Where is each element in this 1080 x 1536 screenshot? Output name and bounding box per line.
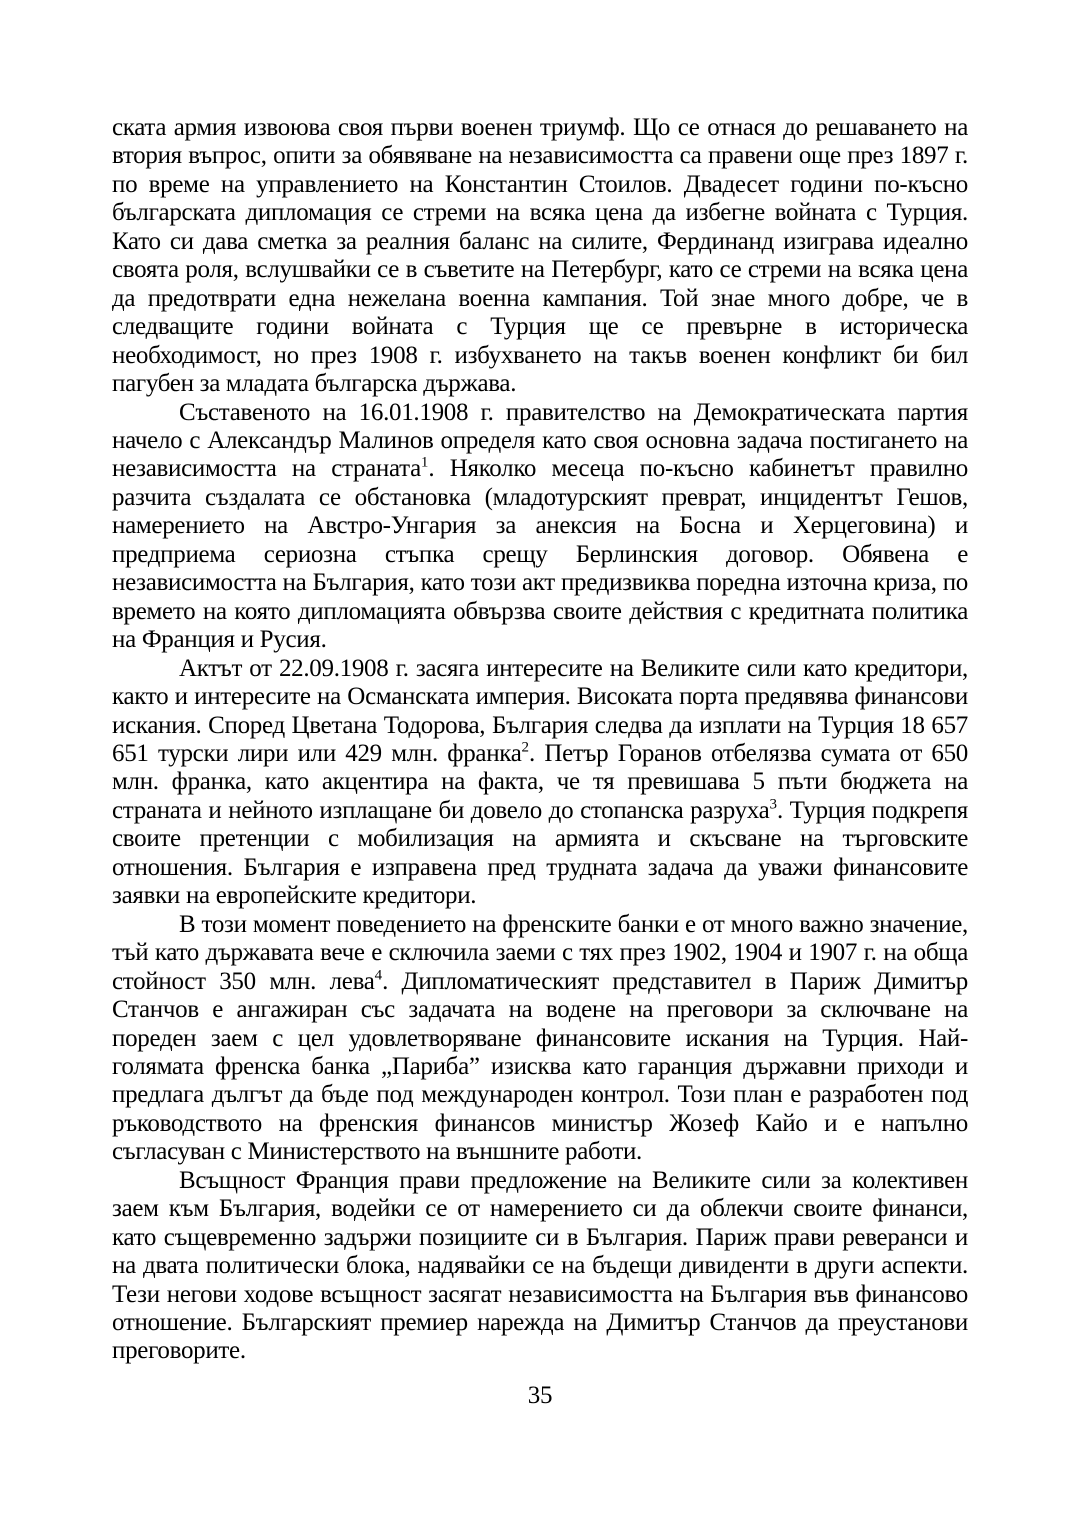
page-number: 35 (527, 1381, 553, 1409)
footnote-ref-1: 1 (420, 455, 429, 472)
footnote-ref-2: 2 (521, 739, 530, 756)
text-run: ската армия извоюва своя първи военен триумф. Що се отнася до решаването на втория въпрос, опити за обявяване на независимостта са правени още през 1897 г. по време на управлението на Константин Стоилов. Двадесет години по-късно българската дипломация се стреми на всяка цена да избегне войната с Турция. Като си дава сметка за реалния баланс на силите, Фердинанд изиграва идеално своята роля, вслушвайки се в съветите на Петербург, като се стреми на всяка цена да предотврати една нежелана военна кампания. Той знае много добре, че в следващите години войната с Турция ще се превърне в историческа необходимост, но през 1908 г. избухването на такъв военен конфликт би бил пагубен за младата българска държава. (112, 114, 968, 398)
paragraph-3 (112, 655, 968, 911)
footnote-ref-3: 3 (769, 796, 777, 813)
text-run: Актът от 22.09.1908 г. засяга интересите на Великите сили като кредитори, както и интересите на Османската империя. Високата порта предявява финансови искания. Според Цветана Тодорова, България следва да изплати на Турция 18 657 651 турски лири или 429 млн. франка (112, 654, 968, 767)
text-run: . Няколко месеца по-късно кабинетът правилно разчита създалата се обстановка (младотурският преврат, инцидентът Гешов, намерението на Австро-Унгария за анексия на Босна и Херцеговина) и предприема сериозна стъпка срещу Берлинския договор. Обявена е независимостта на България, като този акт предизвиква поредна източна криза, по времето на която дипломацията обвързва своите действия с кредитната политика на Франция и Русия. (112, 455, 968, 654)
text-run: В този момент поведението на френските банки е от много важно значение, тъй като държавата вече е сключила заеми с тях през 1902, 1904 и 1907 г. на обща стойност 350 млн. лева (112, 910, 968, 995)
text-run: Всъщност Франция прави предложение на Великите сили за колективен заем към България, водейки се от намерението си да облекчи своите финанси, като същевременно задържи позициите си в България. Париж прави реверанси и на двата политически блока, надявайки се на бъдещи дивиденти в други аспекти. Тези негови ходове всъщност засягат независимостта на България във финансово отношение. Българският премиер нарежда на Димитър Станчов да преустанови преговорите. (112, 1166, 968, 1365)
paragraph-1 (112, 114, 968, 399)
paragraph-2 (112, 399, 968, 655)
text-run: . Турция подкрепя своите претенции с мобилизация на армията и скъсване на търговските отношения. България е изправена пред трудната задача да уважи финансовите заявки на европейските кредитори. (112, 796, 969, 910)
paragraph-4 (112, 911, 968, 1167)
text-run: . Дипломатическият представител в Париж Димитър Станчов е ангажиран със задачата на водене на преговори за сключване на пореден заем с цел удовлетворяване финансовите искания на Турция. Най-голямата френска банка „Париба” изисква като гаранция държавни приходи и предлага дългът да бъде под международен контрол. Този план е разработен под ръководството на френския финансов министър Жозеф Кайо и е напълно съгласуван с Министерството на външните работи. (112, 967, 969, 1166)
text-run: Съставеното на 16.01.1908 г. правителство на Демократическата партия начело с Александър Малинов определя като своя основна задача постигането на независимостта на страната (112, 398, 968, 483)
page-body (112, 114, 968, 1411)
paragraph-5 (112, 1167, 968, 1366)
footnote-ref-4: 4 (374, 967, 383, 984)
text-run: . Петър Горанов отбелязва сумата от 650 млн. франка, като акцентира на факта, че тя превишава 5 пъти бюджета на страната и нейното изплащане би довело до стопанска разруха (112, 739, 968, 824)
